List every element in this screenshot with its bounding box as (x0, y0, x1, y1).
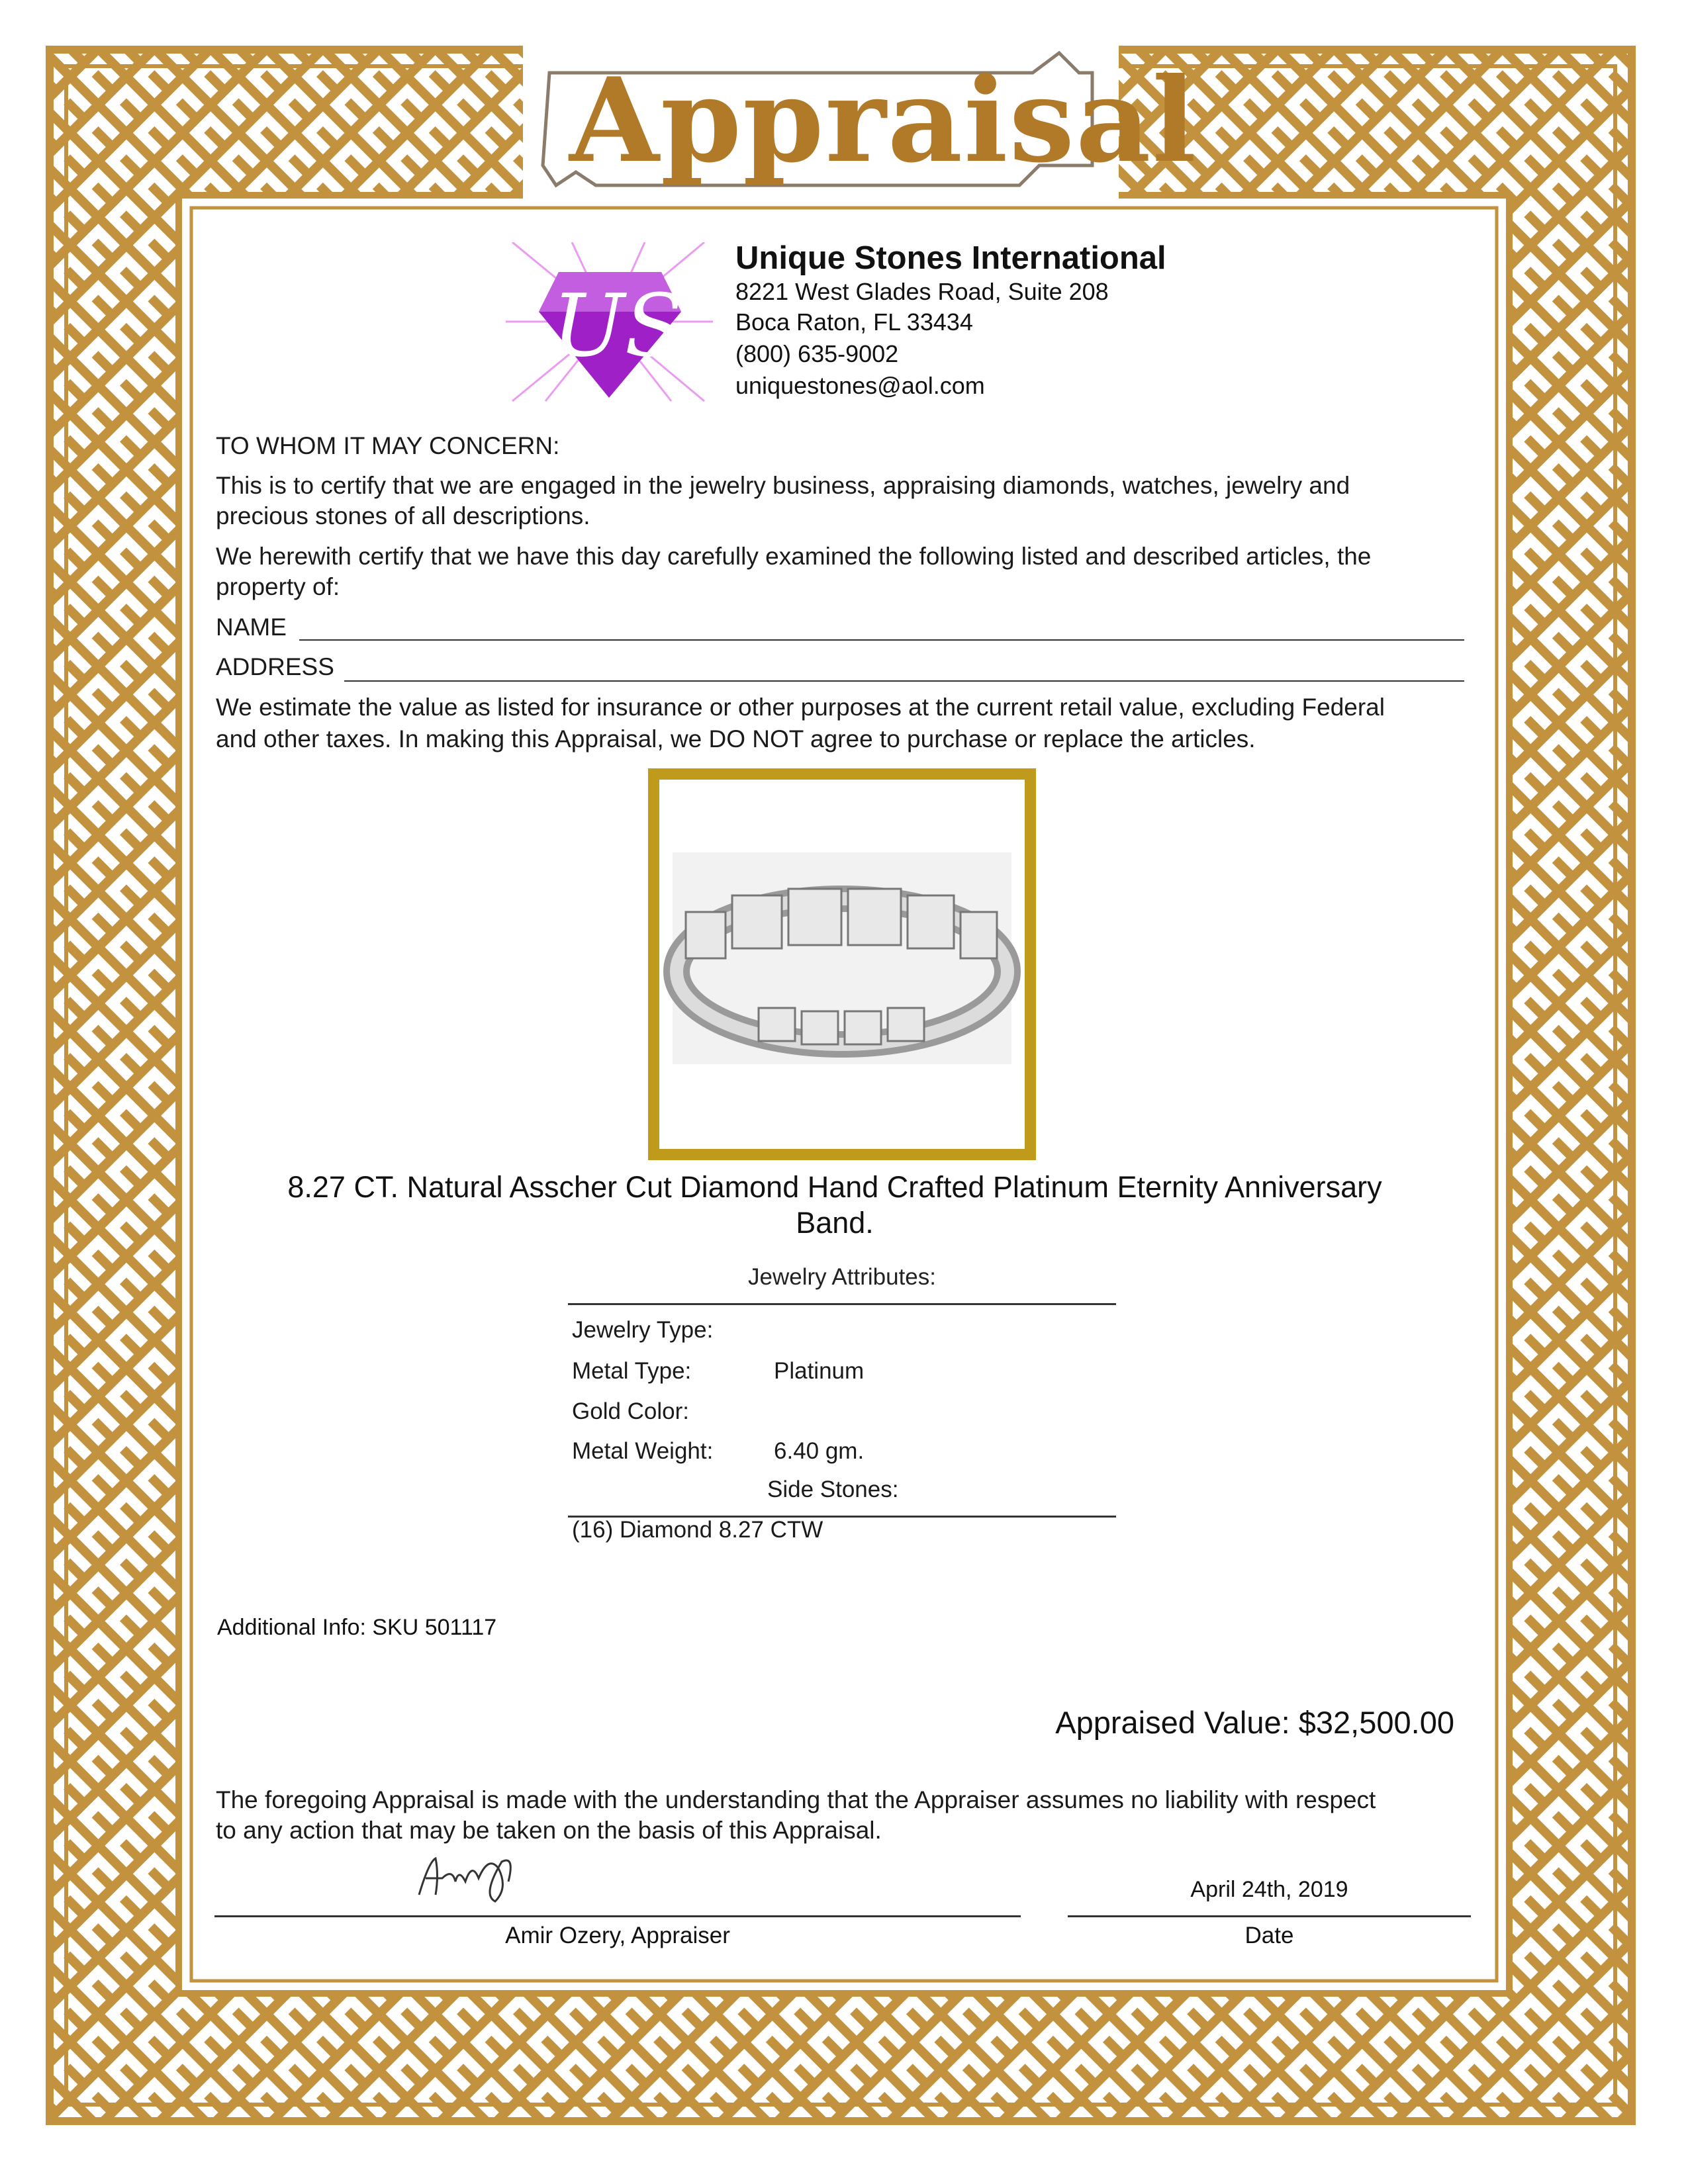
examined-paragraph-line2: property of: (216, 573, 340, 600)
address-label: ADDRESS (216, 653, 334, 680)
address-field-line[interactable] (344, 680, 1464, 682)
attribute-value: 6.40 gm. (774, 1438, 865, 1464)
appraiser-signature-line (214, 1915, 1021, 1917)
side-stones-value: (16) Diamond 8.27 CTW (572, 1517, 823, 1543)
disclaimer-line1: The foregoing Appraisal is made with the understanding that the Appraiser assumes no liability with respect (216, 1786, 1376, 1813)
examined-paragraph-line1: We herewith certify that we have this day carefully examined the following listed and described articles, the (216, 543, 1372, 570)
certify-paragraph-line1: This is to certify that we are engaged in the jewelry business, appraising diamonds, watches, jewelry and (216, 472, 1350, 499)
appraisal-banner-title: Appraisal (569, 53, 1197, 189)
attribute-label: Metal Type: (572, 1358, 692, 1384)
appraised-value: Appraised Value: $32,500.00 (1055, 1705, 1454, 1740)
disclaimer-line2: to any action that may be taken on the basis of this Appraisal. (216, 1817, 882, 1844)
attributes-heading: Jewelry Attributes: (748, 1264, 936, 1290)
attributes-top-rule (568, 1303, 1116, 1305)
company-address-line2: Boca Raton, FL 33434 (735, 308, 973, 336)
appraiser-label: Amir Ozery, Appraiser (505, 1923, 730, 1948)
additional-info: Additional Info: SKU 501117 (217, 1615, 497, 1640)
company-logo (506, 242, 713, 402)
date-line (1068, 1915, 1471, 1917)
attribute-label: Jewelry Type: (572, 1317, 714, 1343)
ring-image (659, 780, 1025, 1149)
attribute-label: Gold Color: (572, 1398, 690, 1424)
attribute-value: Platinum (774, 1358, 865, 1384)
attribute-label: Metal Weight: (572, 1438, 714, 1464)
salutation: TO WHOM IT MAY CONCERN: (216, 432, 560, 459)
ring-photo (648, 768, 1036, 1160)
company-name: Unique Stones International (735, 240, 1166, 276)
certify-paragraph-line2: precious stones of all descriptions. (216, 502, 590, 529)
side-stones-label: Side Stones: (767, 1477, 899, 1502)
item-title-line2: Band. (796, 1206, 874, 1240)
date-value: April 24th, 2019 (1190, 1877, 1348, 1902)
estimate-paragraph-line2: and other taxes. In making this Appraisal, we DO NOT agree to purchase or replace the articles. (216, 725, 1256, 752)
estimate-paragraph-line1: We estimate the value as listed for insurance or other purposes at the current retail value, excluding Federal (216, 694, 1385, 721)
logo-monogram: US (552, 275, 684, 376)
company-address-line1: 8221 West Glades Road, Suite 208 (735, 278, 1109, 305)
appraiser-signature (416, 1848, 522, 1904)
signature-scribble-icon (416, 1848, 522, 1904)
name-label: NAME (216, 614, 287, 641)
company-phone: (800) 635-9002 (735, 340, 899, 367)
item-title-line1: 8.27 CT. Natural Asscher Cut Diamond Hand Crafted Platinum Eternity Anniversary (287, 1170, 1382, 1204)
date-label: Date (1244, 1923, 1294, 1948)
name-field-line[interactable] (299, 639, 1464, 641)
company-email: uniquestones@aol.com (735, 372, 985, 399)
